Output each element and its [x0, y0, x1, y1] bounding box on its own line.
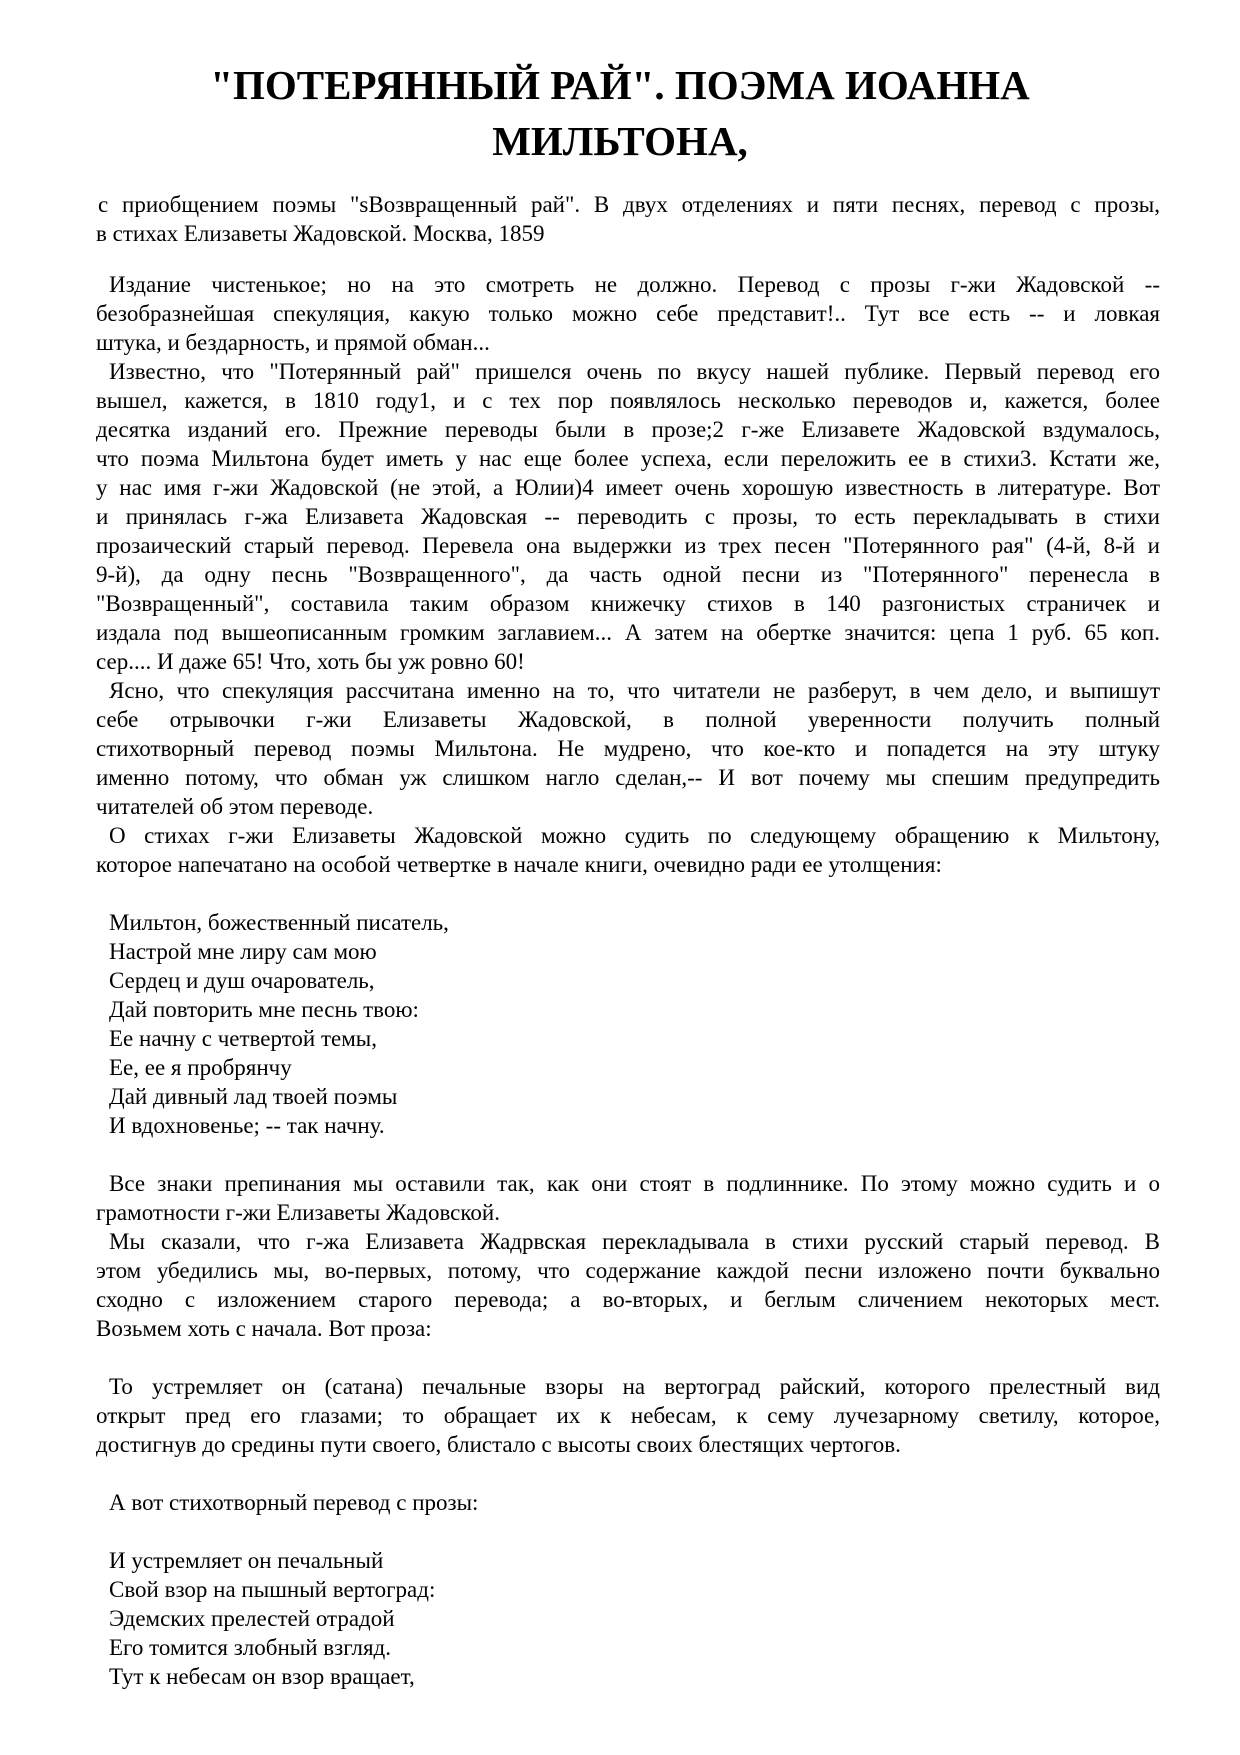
paragraph-line: А вот стихотворный перевод с прозы:	[109, 1490, 479, 1515]
verse-line: Мильтон, божественный писатель,	[109, 910, 449, 935]
spacer	[96, 1140, 1160, 1169]
subtitle-line: с приобщением поэмы "sВозвращенный рай". В двух отделениях и пяти песнях, перевод с прозы,	[98, 192, 1160, 217]
paragraph-line: сходно с изложением старого перевода; а во-вторых, и беглым сличением некоторых мест.	[96, 1287, 1160, 1312]
spacer	[96, 1343, 1160, 1372]
paragraph-line: этом убедились мы, во-первых, потому, что содержание каждой песни изложено почти буквально	[96, 1258, 1160, 1283]
paragraph-line: Издание чистенькое; но на это смотреть не должно. Перевод с прозы г-жи Жадовской --	[109, 272, 1160, 297]
paragraph	[96, 1227, 1160, 1343]
verse-line: Эдемских прелестей отрадой	[109, 1606, 395, 1631]
spacer	[96, 879, 1160, 908]
paragraph-line: безобразнейшая спекуляция, какую только можно себе представит!.. Тут все есть -- и ловкая	[96, 301, 1160, 326]
verse-line: Ее начну с четвертой темы,	[109, 1026, 377, 1051]
paragraph-line: прозаический старый перевод. Перевела она выдержки из трех песен "Потерянного рая" (4-й, 8-й и	[96, 533, 1160, 558]
verse-quote	[96, 1546, 1160, 1691]
paragraph-line: себе отрывочки г-жи Елизаветы Жадовской, в полной уверенности получить полный	[96, 707, 1160, 732]
verse-line: Дай повторить мне песнь твою:	[109, 997, 419, 1022]
verse-line: И устремляет он печальный	[109, 1548, 384, 1573]
verse-line: Настрой мне лиру сам мою	[109, 939, 377, 964]
title-line: "ПОТЕРЯННЫЙ РАЙ". ПОЭМА ИОАННА	[210, 62, 1030, 108]
spacer	[96, 1459, 1160, 1488]
paragraph	[96, 821, 1160, 879]
paragraph-line: открыт пред его глазами; то обращает их к небесам, к сему лучезарному светилу, которое,	[96, 1403, 1160, 1428]
paragraph-line: у нас имя г-жи Жадовской (не этой, а Юлии)4 имеет очень хорошую известность в литературе. Вот	[96, 475, 1160, 500]
paragraph-line: издала под вышеописанным громким заглавием... А затем на обертке значится: цепа 1 руб. 65 коп.	[96, 620, 1160, 645]
paragraph	[96, 1372, 1160, 1459]
paragraph-line: Возьмем хоть с начала. Вот проза:	[96, 1316, 432, 1341]
article-body	[96, 190, 1160, 1691]
verse-line: Свой взор на пышный вертоград:	[109, 1577, 436, 1602]
verse-line: Дай дивный лад твоей поэмы	[109, 1084, 398, 1109]
spacer	[96, 1517, 1160, 1546]
paragraph-line: О стихах г-жи Елизаветы Жадовской можно судить по следующему обращению к Мильтону,	[109, 823, 1160, 848]
paragraph-line: достигнув до средины пути своего, блистало с высоты своих блестящих чертогов.	[96, 1432, 901, 1457]
paragraph	[96, 1169, 1160, 1227]
paragraph	[96, 676, 1160, 821]
paragraph	[96, 357, 1160, 676]
verse-line: Ее, ее я пробрянчу	[109, 1055, 292, 1080]
subtitle-line: в стихах Елизаветы Жадовской. Москва, 1859	[96, 221, 545, 246]
paragraph-line: 9-й), да одну песнь "Возвращенного", да часть одной песни из "Потерянного" перенесла в	[96, 562, 1160, 587]
document-title	[80, 57, 1160, 169]
paragraph-line: штука, и бездарность, и прямой обман...	[96, 330, 490, 355]
paragraph	[96, 270, 1160, 357]
publication-subtitle	[96, 190, 1160, 248]
paragraph-line: Мы сказали, что г-жа Елизавета Жадрвская перекладывала в стихи русский старый перевод. В	[109, 1229, 1160, 1254]
paragraph-line: которое напечатано на особой четвертке в начале книги, очевидно ради ее утолщения:	[96, 852, 942, 877]
paragraph	[96, 1488, 1160, 1517]
paragraph-line: Все знаки препинания мы оставили так, как они стоят в подлиннике. По этому можно судить и о	[109, 1171, 1160, 1196]
paragraph-line: "Возвращенный", составила таким образом книжечку стихов в 140 разгонистых страничек и	[96, 591, 1160, 616]
paragraph-line: и принялась г-жа Елизавета Жадовская -- переводить с прозы, то есть перекладывать в стихи	[96, 504, 1160, 529]
verse-line: Тут к небесам он взор вращает,	[109, 1664, 415, 1689]
verse-line: Его томится злобный взгляд.	[109, 1635, 392, 1660]
paragraph-line: читателей об этом переводе.	[96, 794, 374, 819]
paragraph-line: Известно, что "Потерянный рай" пришелся очень по вкусу нашей публике. Первый перевод его	[109, 359, 1160, 384]
paragraph-line: вышел, кажется, в 1810 году1, и с тех пор появлялось несколько переводов и, кажется, более	[96, 388, 1160, 413]
paragraph-line: что поэма Мильтона будет иметь у нас еще более успеха, если переложить ее в стихи3. Кстати же,	[96, 446, 1160, 471]
verse-quote	[96, 908, 1160, 1140]
paragraph-line: Ясно, что спекуляция рассчитана именно на то, что читатели не разберут, в чем дело, и выпишут	[109, 678, 1160, 703]
verse-line: Сердец и душ очарователь,	[109, 968, 375, 993]
paragraph-line: То устремляет он (сатана) печальные взоры на вертоград райский, которого прелестный вид	[109, 1374, 1160, 1399]
title-line: МИЛЬТОНА,	[492, 118, 748, 164]
paragraph-line: стихотворный перевод поэмы Мильтона. Не мудрено, что кое-кто и попадется на эту штуку	[96, 736, 1160, 761]
paragraph-line: десятка изданий его. Прежние переводы были в прозе;2 г-же Елизавете Жадовской вздумалось,	[96, 417, 1160, 442]
paragraph-line: сер.... И даже 65! Что, хоть бы уж ровно 60!	[96, 649, 525, 674]
verse-line: И вдохновенье; -- так начну.	[109, 1113, 385, 1138]
paragraph-line: именно потому, что обман уж слишком нагло сделан,-- И вот почему мы спешим предупредить	[96, 765, 1160, 790]
paragraph-line: грамотности г-жи Елизаветы Жадовской.	[96, 1200, 500, 1225]
